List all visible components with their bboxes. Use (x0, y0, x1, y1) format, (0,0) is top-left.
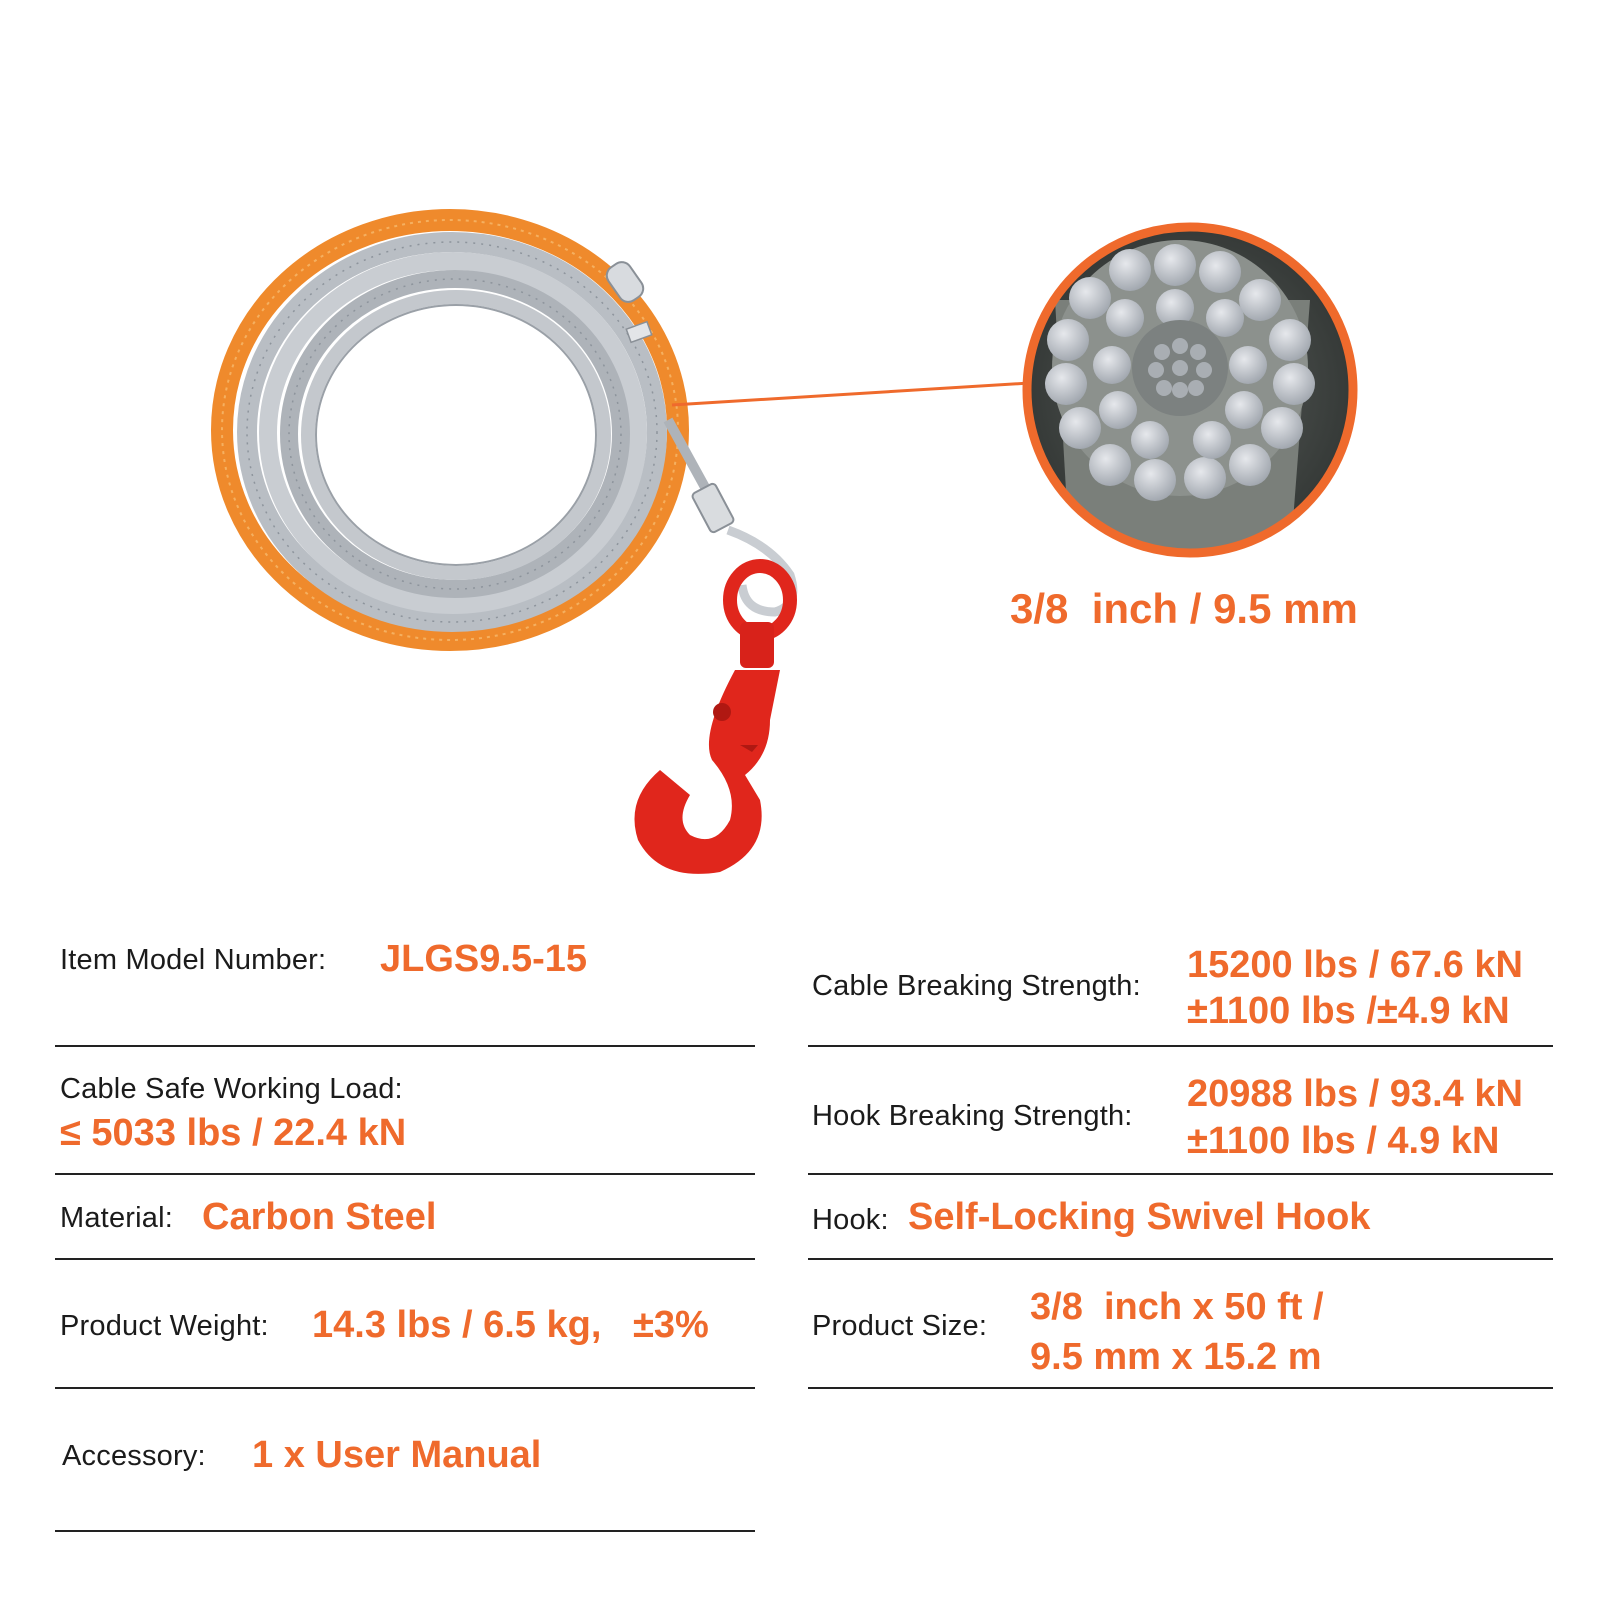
spec-label: Cable Safe Working Load: (60, 1073, 403, 1105)
spec-value-line2: ±1100 lbs /±4.9 kN (1187, 990, 1510, 1032)
divider (55, 1045, 755, 1047)
divider (808, 1045, 1553, 1047)
spec-label: Cable Breaking Strength: (812, 970, 1141, 1002)
spec-label: Hook Breaking Strength: (812, 1100, 1133, 1132)
spec-value-line2: 9.5 mm x 15.2 m (1030, 1336, 1322, 1378)
spec-value-line2: ±1100 lbs / 4.9 kN (1187, 1120, 1500, 1162)
divider (808, 1387, 1553, 1389)
divider (808, 1258, 1553, 1260)
spec-label: Material: (60, 1202, 173, 1234)
spec-value: JLGS9.5-15 (380, 938, 587, 980)
spec-label: Item Model Number: (60, 944, 327, 976)
spec-value: Self-Locking Swivel Hook (908, 1196, 1371, 1238)
diameter-caption: 3/8 inch / 9.5 mm (1010, 585, 1358, 632)
spec-label: Product Size: (812, 1310, 988, 1342)
callout-line (672, 383, 1030, 405)
cable-cross-section-icon (1027, 227, 1353, 560)
spec-label: Hook: (812, 1204, 889, 1236)
divider (55, 1530, 755, 1532)
spec-value-line1: 15200 lbs / 67.6 kN (1187, 944, 1523, 986)
spec-value-line1: 20988 lbs / 93.4 kN (1187, 1073, 1523, 1115)
divider (55, 1387, 755, 1389)
divider (808, 1173, 1553, 1175)
spec-value-line1: 3/8 inch x 50 ft / (1030, 1286, 1324, 1328)
divider (55, 1173, 755, 1175)
divider (55, 1258, 755, 1260)
spec-value: Carbon Steel (202, 1196, 437, 1238)
spec-value: 14.3 lbs / 6.5 kg, ±3% (312, 1304, 709, 1346)
wire-rope-coil-icon (222, 220, 793, 640)
spec-value: ≤ 5033 lbs / 22.4 kN (60, 1112, 407, 1154)
spec-value: 1 x User Manual (252, 1434, 542, 1476)
spec-label: Product Weight: (60, 1310, 269, 1342)
spec-label: Accessory: (62, 1440, 206, 1472)
